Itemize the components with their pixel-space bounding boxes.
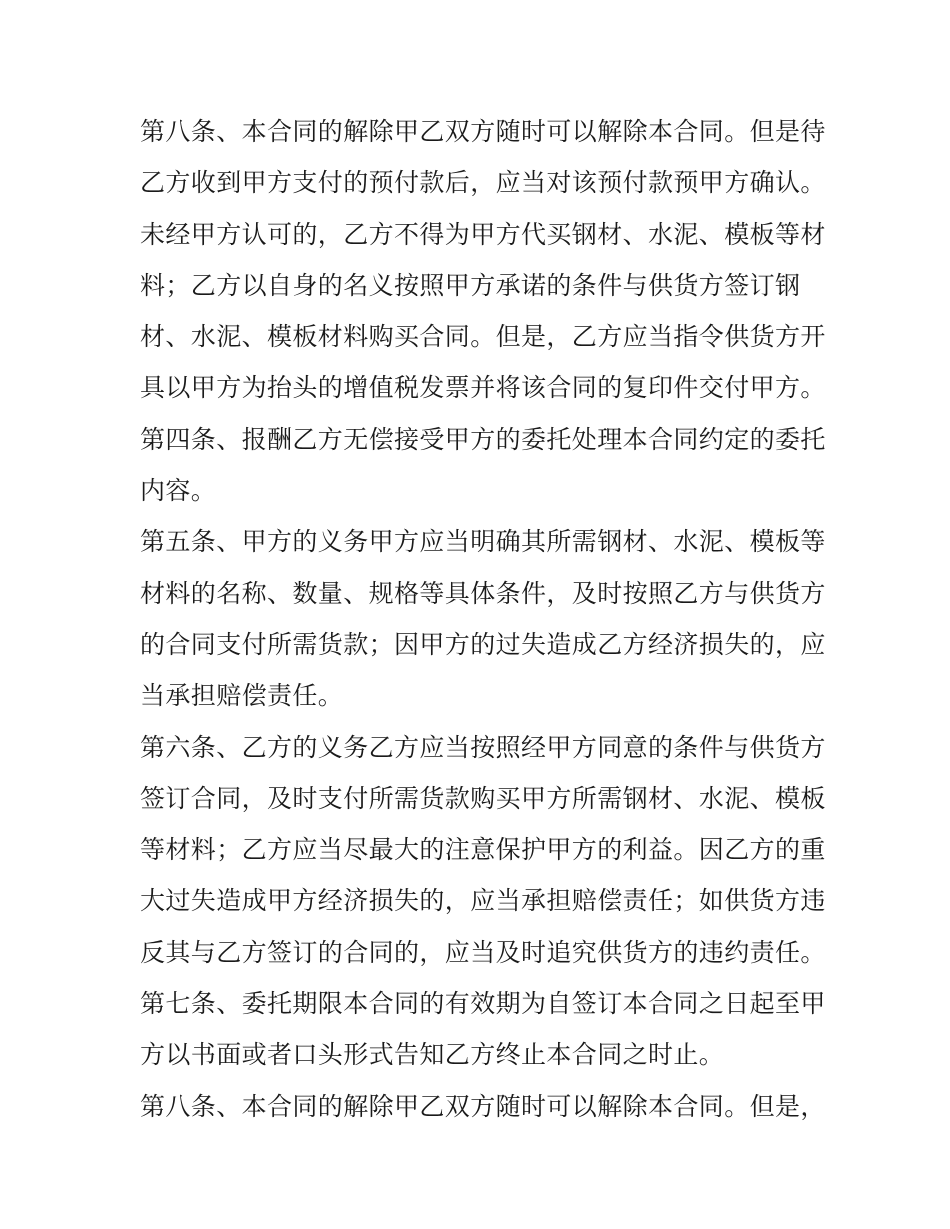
- document-body: [140, 106, 826, 1132]
- text-line: 材料的名称、数量、规格等具体条件，及时按照乙方与供货方: [140, 578, 826, 608]
- text-line: 第八条、本合同的解除甲乙双方随时可以解除本合同。但是待: [140, 117, 826, 146]
- text-line: 第六条、乙方的义务乙方应当按照经甲方同意的条件与供货方: [140, 732, 826, 762]
- text-line: 当承担赔偿责任。: [140, 681, 344, 711]
- text-line: 等材料；乙方应当尽最大的注意保护甲方的利益。因乙方的重: [140, 835, 826, 865]
- text-line: 第四条、报酬乙方无偿接受甲方的委托处理本合同约定的委托: [140, 424, 826, 454]
- text-line: 第七条、委托期限本合同的有效期为自签订本合同之日起至甲: [140, 989, 826, 1019]
- text-line: 第五条、甲方的义务甲方应当明确其所需钢材、水泥、模板等: [140, 527, 826, 557]
- text-line: 具以甲方为抬头的增值税发票并将该合同的复印件交付甲方。: [140, 373, 826, 403]
- text-line: 反其与乙方签订的合同的，应当及时追究供货方的违约责任。: [140, 937, 826, 967]
- text-line: 方以书面或者口头形式告知乙方终止本合同之时止。: [140, 1040, 725, 1070]
- text-line: 的合同支付所需货款；因甲方的过失造成乙方经济损失的，应: [140, 629, 826, 659]
- text-line: 料；乙方以自身的名义按照甲方承诺的条件与供货方签订钢: [140, 270, 801, 300]
- text-line: 未经甲方认可的，乙方不得为甲方代买钢材、水泥、模板等材: [140, 219, 826, 249]
- text-line: 乙方收到甲方支付的预付款后，应当对该预付款预甲方确认。: [140, 168, 826, 198]
- text-line: 大过失造成甲方经济损失的，应当承担赔偿责任；如供货方违: [140, 886, 826, 916]
- text-line: 材、水泥、模板材料购买合同。但是，乙方应当指令供货方开: [140, 322, 826, 352]
- text-line: 内容。: [140, 476, 217, 506]
- text-line: 第八条、本合同的解除甲乙双方随时可以解除本合同。但是，: [140, 1091, 826, 1121]
- text-line: 签订合同，及时支付所需货款购买甲方所需钢材、水泥、模板: [140, 783, 826, 813]
